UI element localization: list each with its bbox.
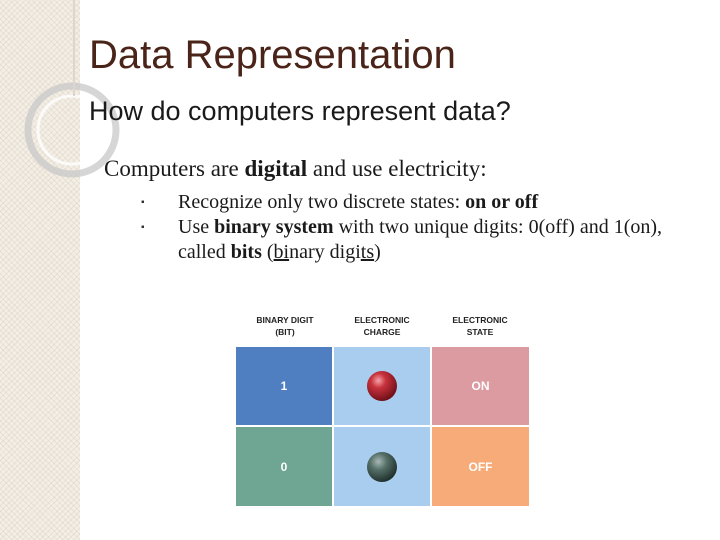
bullet-bold: on or off: [465, 191, 539, 213]
bit-cell-0: 0: [236, 427, 332, 506]
intro-prefix: Computers are: [104, 156, 245, 181]
intro-bold: digital: [244, 156, 308, 181]
slide-subtitle: How do computers represent data?: [89, 96, 511, 126]
bullet-text: nary digi: [289, 241, 361, 263]
charge-cell-1: [334, 347, 430, 425]
state-cell-off: OFF: [432, 427, 529, 506]
bullet-list: [141, 190, 701, 265]
bullet-text: with two unique digits: 0(off) and 1(on), called: [178, 216, 663, 263]
intro-suffix: and use electricity:: [307, 156, 487, 181]
header-line: BINARY DIGIT: [256, 315, 314, 325]
header-line: (BIT): [275, 327, 295, 337]
state-cell-on: ON: [432, 347, 529, 425]
bullet-underlined: ts: [360, 241, 375, 263]
header-line: CHARGE: [363, 327, 401, 337]
header-line: ELECTRONIC: [452, 315, 508, 325]
bullet-square-icon: ▪: [141, 197, 145, 208]
binary-figure: [236, 314, 529, 474]
red-charge-ball-icon: [365, 369, 399, 403]
bullet-text: Recognize only two discrete states:: [178, 191, 466, 213]
header-electronic-charge: [333, 314, 431, 338]
bullet-text: ): [374, 241, 381, 263]
bullet-item: [141, 190, 701, 215]
bullet-text: Use: [178, 216, 215, 238]
bullet-item: [141, 215, 701, 265]
header-electronic-state: [431, 314, 529, 338]
bullet-bold: bits: [230, 241, 262, 263]
bullet-bold: binary system: [214, 216, 334, 238]
charge-cell-0: [334, 427, 430, 506]
slide-title: Data Representation: [89, 33, 456, 77]
figure-header-row: [236, 314, 529, 346]
bit-cell-1: 1: [236, 347, 332, 425]
bullet-underlined: bi: [273, 241, 290, 263]
bullet-square-icon: ▪: [141, 222, 145, 233]
gray-charge-ball-icon: [365, 450, 399, 484]
header-line: STATE: [466, 327, 494, 337]
header-line: ELECTRONIC: [354, 315, 410, 325]
intro-text: [104, 156, 487, 182]
header-binary-digit: [236, 314, 334, 338]
figure-grid: [236, 347, 529, 506]
bullet-text: (: [261, 241, 274, 263]
